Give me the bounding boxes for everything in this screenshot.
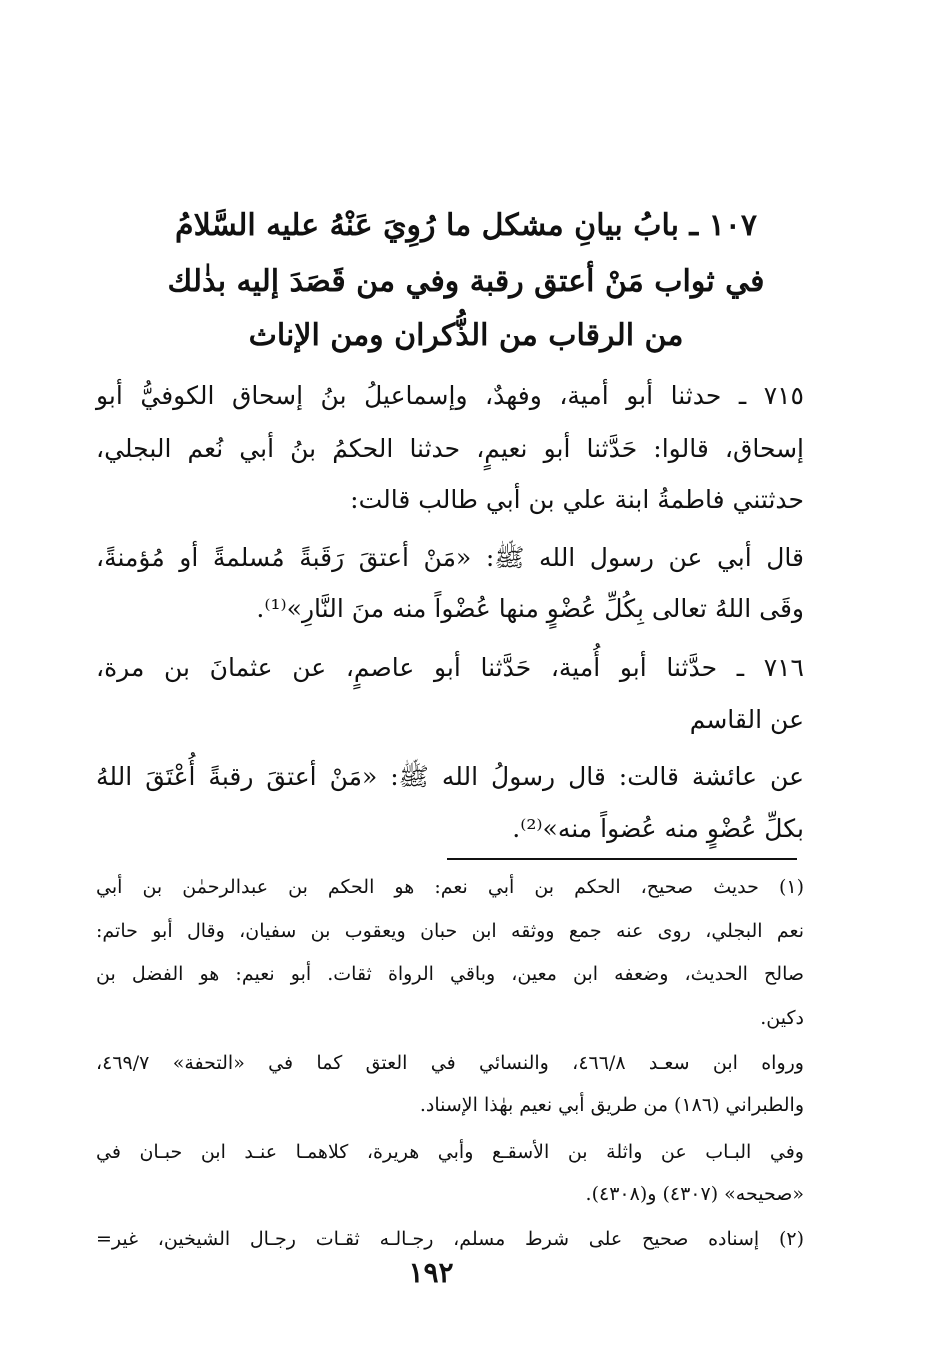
hadith-716-line-1: ٧١٦ ـ حدَّثنا أبو أُمية، حَدَّثنا أبو عاصمٍ، عن عثمانَ بن مرة،	[96, 653, 804, 682]
footnote-2-line-2: والطبراني (١٨٦) من طريق أبي نعيم بهٰذا الإسناد.	[419, 1094, 804, 1116]
chapter-title-line-1: ١٠٧ ـ بابُ بيانِ مشكل ما رُوِيَ عَنْهُ عليه السَّلامُ	[175, 208, 757, 243]
footnote-3-line-1: وفي البـاب عن واثلة بن الأسقـع وأبي هريرة، كلاهمـا عنـد ابن حبـان في	[96, 1141, 804, 1163]
hadith-715-line-3: حدثتني فاطمةُ ابنة علي بن أبي طالب قالت:	[350, 485, 804, 514]
chapter-title-line-2: في ثواب مَنْ أعتق رقبة وفي من قَصَدَ إليه بذٰلك	[167, 264, 765, 299]
footnote-divider	[447, 858, 797, 860]
footnote-1-line-1: (١) حديث صحيح، الحكم بن أبي نعم: هو الحكم بن عبدالرحمٰن بن أبي	[96, 876, 804, 898]
footnote-2-line-1: ورواه ابن سعـد ٤٦٦/٨، والنسائي في العتق كما في «التحفة» ٤٦٩/٧،	[96, 1052, 804, 1074]
hadith-715-line-2: إسحاق، قالوا: حَدَّثنا أبو نعيمٍ، حدثنا الحكمُ بنُ أبي نُعم البجلي،	[96, 434, 804, 463]
page-number: ١٩٢	[408, 1256, 454, 1289]
footnote-3-line-2: «صحيحه» (٤٣٠٧) و(٤٣٠٨).	[585, 1183, 804, 1205]
hadith-716-line-3: عن عائشة قالت: قال رسولُ الله ﷺ: «مَنْ أعتقَ رقبةً أُعْتَقَ اللهُ	[96, 762, 804, 791]
hadith-715-line-1: ٧١٥ ـ حدثنا أبو أمية، وفهدٌ، وإسماعيلُ بنُ إسحاق الكوفيُّ أبو	[96, 381, 804, 410]
footnote-1-line-4: دكين.	[760, 1007, 804, 1029]
hadith-715-line-5: وقَى اللهُ تعالى بِكُلِّ عُضْوٍ منها عُضْواً منه منَ النَّارِ»⁽¹⁾.	[256, 594, 804, 623]
hadith-716-line-4: بكلِّ عُضْوٍ منه عُضواً منه»⁽²⁾.	[512, 814, 804, 843]
hadith-715-line-4: قال أبي عن رسول الله ﷺ: «مَنْ أعتقَ رَقَبةً مُسلمةً أو مُؤمنةً،	[96, 543, 804, 572]
footnote-1-line-2: نعم البجلي، روى عنه جمع ووثقه ابن حبان ويعقوب بن سفيان، وقال أبو حاتم:	[96, 920, 804, 942]
footnote-4-line-1: (٢) إسناده صحيح على شرط مسلم، رجـالـه ثقـات رجـال الشيخين، غير=	[96, 1228, 804, 1250]
hadith-716-line-2: عن القاسم	[689, 705, 804, 734]
chapter-title-line-3: من الرقاب من الذُّكران ومن الإناث	[248, 318, 684, 353]
footnote-1-line-3: صالح الحديث، وضعفه ابن معين، وباقي الرواة ثقات. أبو نعيم: هو الفضل بن	[96, 963, 804, 985]
